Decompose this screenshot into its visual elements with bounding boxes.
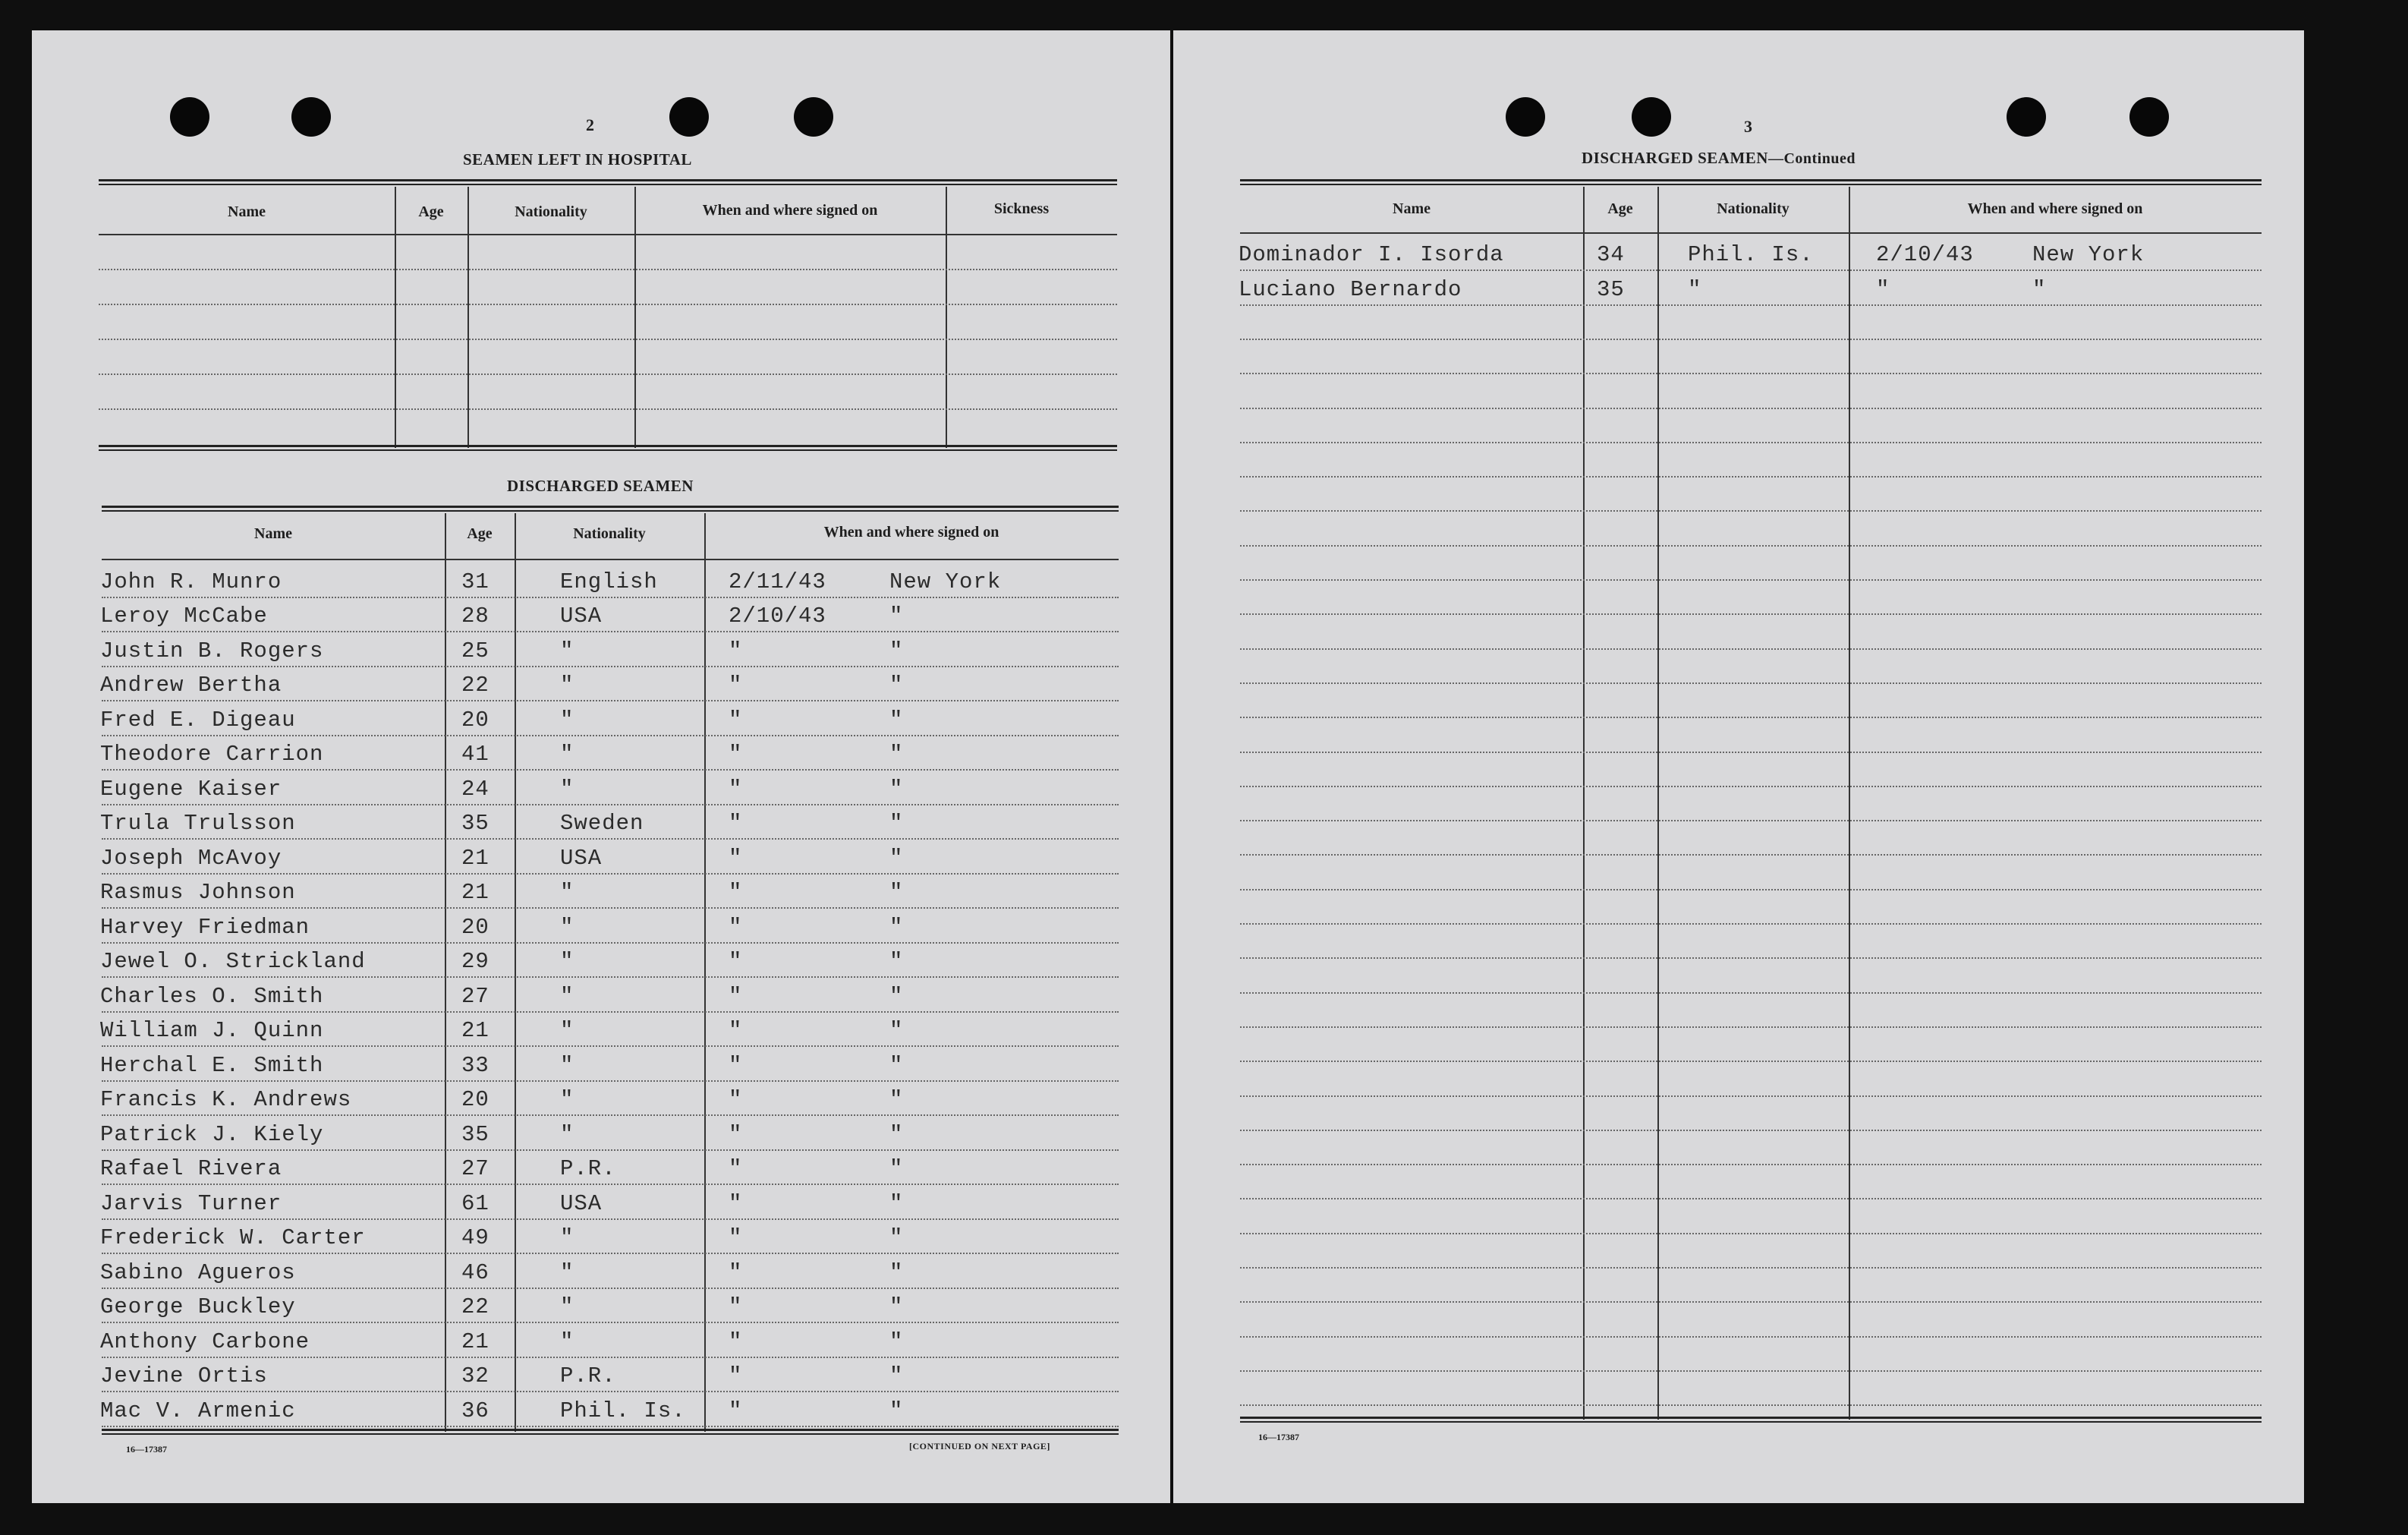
form-number: 16—17387 [126, 1444, 167, 1455]
row-line [1240, 304, 2262, 306]
seaman-name: Anthony Carbone [100, 1329, 310, 1354]
seaman-name: Rasmus Johnson [100, 880, 296, 905]
row-line [102, 597, 1119, 598]
punch-hole [669, 97, 709, 137]
seaman-name: Charles O. Smith [100, 984, 324, 1009]
seaman-nationality: P.R. [560, 1156, 616, 1181]
seaman-name: Dominador I. Isorda [1239, 242, 1504, 267]
row-line [1240, 476, 2262, 478]
seaman-name: Justin B. Rogers [100, 638, 324, 663]
row-line [102, 1253, 1119, 1254]
row-line [102, 1080, 1119, 1082]
row-line [1240, 1301, 2262, 1303]
signed-on-date: " [729, 811, 743, 836]
row-line [1240, 1026, 2262, 1028]
row-line [102, 735, 1119, 736]
column-header-signed-on: When and where signed on [1967, 200, 2143, 217]
page-number: 3 [1744, 117, 1752, 136]
signed-on-date: " [729, 1087, 743, 1112]
row-line [1240, 373, 2262, 374]
signed-on-date: " [729, 1053, 743, 1078]
signed-on-place: " [889, 673, 904, 698]
row-line [1240, 510, 2262, 512]
signed-on-date: " [729, 1398, 743, 1423]
row-line [1240, 1404, 2262, 1406]
column-header-nationality: Nationality [573, 525, 646, 542]
seaman-nationality: USA [560, 846, 603, 871]
seaman-name: John R. Munro [100, 569, 282, 594]
row-line [1240, 1370, 2262, 1372]
seaman-nationality: " [1688, 277, 1702, 302]
punch-hole [291, 97, 331, 137]
seaman-name: Luciano Bernardo [1239, 277, 1462, 302]
signed-on-date: " [729, 1018, 743, 1043]
row-line [102, 804, 1119, 805]
discharged-section-title: DISCHARGED SEAMEN [507, 477, 694, 495]
seaman-nationality: " [560, 1260, 574, 1285]
row-line [1240, 1095, 2262, 1097]
row-line [1240, 957, 2262, 959]
seaman-nationality: USA [560, 604, 603, 629]
row-line [1240, 992, 2262, 994]
row-line [1240, 1336, 2262, 1338]
signed-on-place: " [889, 1398, 904, 1423]
signed-on-place: " [889, 949, 904, 974]
seaman-age: 20 [461, 1087, 489, 1112]
signed-on-date: " [729, 673, 743, 698]
seaman-nationality: " [560, 1122, 574, 1147]
row-line [1240, 923, 2262, 925]
signed-on-date: " [729, 1363, 743, 1388]
seaman-nationality: " [560, 742, 574, 767]
signed-on-place: " [889, 742, 904, 767]
left-page [32, 30, 1170, 1503]
column-header-signed-on: When and where signed on [702, 202, 878, 219]
row-line [1240, 545, 2262, 547]
seaman-age: 28 [461, 604, 489, 629]
signed-on-place: " [889, 880, 904, 905]
signed-on-date: " [729, 638, 743, 663]
punch-hole [170, 97, 209, 137]
row-line [102, 907, 1119, 909]
row-line [102, 1288, 1119, 1289]
row-line [1240, 1233, 2262, 1234]
seaman-nationality: " [560, 1294, 574, 1319]
signed-on-place: " [889, 1191, 904, 1216]
seaman-name: Harvey Friedman [100, 915, 310, 940]
row-line [102, 700, 1119, 701]
signed-on-place: New York [889, 569, 1002, 594]
seaman-name: William J. Quinn [100, 1018, 324, 1043]
seaman-name: Theodore Carrion [100, 742, 324, 767]
seaman-name: Jewel O. Strickland [100, 949, 366, 974]
seaman-name: Leroy McCabe [100, 604, 268, 629]
row-line [102, 1011, 1119, 1013]
signed-on-date: " [729, 1156, 743, 1181]
seaman-name: Frederick W. Carter [100, 1225, 366, 1250]
seaman-name: Jarvis Turner [100, 1191, 282, 1216]
row-line [102, 1357, 1119, 1358]
seaman-age: 21 [461, 880, 489, 905]
signed-on-place: " [889, 1156, 904, 1181]
signed-on-date: " [729, 1294, 743, 1319]
seaman-nationality: " [560, 1087, 574, 1112]
seaman-nationality: " [560, 673, 574, 698]
punch-hole [2007, 97, 2046, 137]
seaman-name: Eugene Kaiser [100, 777, 282, 802]
signed-on-place: " [889, 1225, 904, 1250]
row-line [1240, 752, 2262, 753]
seaman-name: Francis K. Andrews [100, 1087, 352, 1112]
signed-on-place: " [889, 708, 904, 733]
signed-on-date: 2/10/43 [1876, 242, 1974, 267]
row-line [1240, 613, 2262, 615]
column-header-name: Name [1393, 200, 1431, 217]
row-line [1240, 820, 2262, 821]
signed-on-place: " [889, 1087, 904, 1112]
row-line [102, 942, 1119, 944]
signed-on-place: " [889, 915, 904, 940]
row-line [1240, 1267, 2262, 1269]
column-header-nationality: Nationality [515, 203, 587, 220]
row-line [102, 976, 1119, 978]
seaman-age: 21 [461, 1329, 489, 1354]
column-header-age: Age [418, 203, 444, 220]
signed-on-place: " [889, 984, 904, 1009]
seaman-nationality: USA [560, 1191, 603, 1216]
seaman-nationality: Sweden [560, 811, 644, 836]
seaman-nationality: " [560, 984, 574, 1009]
seaman-age: 27 [461, 984, 489, 1009]
seaman-age: 41 [461, 742, 489, 767]
row-line [1240, 786, 2262, 787]
signed-on-date: " [729, 1329, 743, 1354]
seaman-name: George Buckley [100, 1294, 296, 1319]
seaman-age: 22 [461, 1294, 489, 1319]
seaman-name: Trula Trulsson [100, 811, 296, 836]
signed-on-date: " [729, 742, 743, 767]
punch-hole [794, 97, 833, 137]
row-line [102, 1322, 1119, 1323]
row-line [102, 873, 1119, 875]
seaman-name: Rafael Rivera [100, 1156, 282, 1181]
row-line [1240, 339, 2262, 340]
seaman-nationality: " [560, 708, 574, 733]
row-line [1240, 1164, 2262, 1165]
row-line [102, 631, 1119, 632]
row-line [102, 1114, 1119, 1116]
row-line [1240, 682, 2262, 684]
seaman-age: 46 [461, 1260, 489, 1285]
row-line [1240, 579, 2262, 581]
row-line [1240, 408, 2262, 409]
column-header-signed-on: When and where signed on [823, 524, 999, 541]
seaman-nationality: " [560, 880, 574, 905]
signed-on-place: " [889, 1018, 904, 1043]
seaman-age: 21 [461, 846, 489, 871]
continued-note: [CONTINUED ON NEXT PAGE] [909, 1441, 1050, 1451]
seaman-name: Herchal E. Smith [100, 1053, 324, 1078]
seaman-nationality: " [560, 915, 574, 940]
seaman-nationality: English [560, 569, 658, 594]
signed-on-place: " [889, 604, 904, 629]
seaman-name: Patrick J. Kiely [100, 1122, 324, 1147]
seaman-nationality: " [560, 777, 574, 802]
signed-on-place: " [889, 1329, 904, 1354]
signed-on-date: " [729, 1122, 743, 1147]
seaman-name: Fred E. Digeau [100, 708, 296, 733]
signed-on-date: " [729, 846, 743, 871]
seaman-age: 35 [461, 811, 489, 836]
signed-on-date: " [729, 949, 743, 974]
row-line [102, 1149, 1119, 1151]
signed-on-date: 2/11/43 [729, 569, 826, 594]
signed-on-place: " [889, 638, 904, 663]
row-line [1240, 717, 2262, 718]
seaman-age: 33 [461, 1053, 489, 1078]
seaman-age: 27 [461, 1156, 489, 1181]
continued-section-title: DISCHARGED SEAMEN—Continued [1582, 149, 1856, 167]
signed-on-date: " [729, 708, 743, 733]
seaman-name: Sabino Agueros [100, 1260, 296, 1285]
seaman-age: 49 [461, 1225, 489, 1250]
seaman-nationality: Phil. Is. [560, 1398, 686, 1423]
signed-on-date: " [729, 880, 743, 905]
row-line [1240, 1130, 2262, 1131]
seaman-name: Jevine Ortis [100, 1363, 268, 1388]
row-line [1240, 889, 2262, 890]
seaman-name: Joseph McAvoy [100, 846, 282, 871]
signed-on-place: New York [2032, 242, 2145, 267]
seaman-age: 20 [461, 708, 489, 733]
form-number: 16—17387 [1258, 1432, 1299, 1442]
row-line [102, 666, 1119, 667]
punch-hole [1632, 97, 1671, 137]
seaman-nationality: " [560, 1329, 574, 1354]
hospital-section-title: SEAMEN LEFT IN HOSPITAL [463, 150, 692, 169]
column-header-sickness: Sickness [993, 200, 1050, 217]
seaman-age: 36 [461, 1398, 489, 1423]
seaman-age: 32 [461, 1363, 489, 1388]
column-header-name: Name [254, 525, 292, 542]
signed-on-place: " [889, 811, 904, 836]
seaman-age: 20 [461, 915, 489, 940]
signed-on-place: " [889, 846, 904, 871]
signed-on-date: " [729, 1225, 743, 1250]
signed-on-date: " [729, 984, 743, 1009]
seaman-age: 22 [461, 673, 489, 698]
signed-on-date: " [729, 915, 743, 940]
row-line [1240, 648, 2262, 650]
seaman-nationality: " [560, 1018, 574, 1043]
signed-on-date: " [729, 1260, 743, 1285]
signed-on-date: " [729, 777, 743, 802]
row-line [102, 1391, 1119, 1392]
seaman-nationality: P.R. [560, 1363, 616, 1388]
column-header-name: Name [228, 203, 266, 220]
seaman-age: 24 [461, 777, 489, 802]
seaman-age: 34 [1597, 242, 1625, 267]
seaman-nationality: " [560, 1225, 574, 1250]
row-line [1240, 1198, 2262, 1199]
column-header-age: Age [1607, 200, 1633, 217]
signed-on-date: " [1876, 277, 1890, 302]
row-line [102, 1184, 1119, 1185]
row-line [102, 1426, 1119, 1427]
seaman-nationality: Phil. Is. [1688, 242, 1814, 267]
page-number: 2 [586, 115, 594, 134]
row-line [102, 838, 1119, 840]
seaman-age: 61 [461, 1191, 489, 1216]
seaman-age: 31 [461, 569, 489, 594]
row-line [102, 1218, 1119, 1220]
seaman-nationality: " [560, 1053, 574, 1078]
row-line [1240, 442, 2262, 443]
punch-hole [1506, 97, 1545, 137]
column-header-nationality: Nationality [1717, 200, 1789, 217]
seaman-age: 35 [461, 1122, 489, 1147]
signed-on-date: 2/10/43 [729, 604, 826, 629]
seaman-nationality: " [560, 638, 574, 663]
row-line [102, 1045, 1119, 1047]
seaman-nationality: " [560, 949, 574, 974]
signed-on-place: " [889, 1363, 904, 1388]
column-header-age: Age [467, 525, 493, 542]
right-page [1173, 30, 2304, 1503]
seaman-age: 21 [461, 1018, 489, 1043]
signed-on-place: " [889, 1122, 904, 1147]
seaman-age: 25 [461, 638, 489, 663]
row-line [1240, 269, 2262, 271]
seaman-age: 35 [1597, 277, 1625, 302]
row-line [102, 769, 1119, 771]
punch-hole [2129, 97, 2169, 137]
signed-on-place: " [2032, 277, 2047, 302]
signed-on-place: " [889, 1260, 904, 1285]
signed-on-place: " [889, 1294, 904, 1319]
signed-on-date: " [729, 1191, 743, 1216]
signed-on-place: " [889, 1053, 904, 1078]
seaman-age: 29 [461, 949, 489, 974]
seaman-name: Andrew Bertha [100, 673, 282, 698]
row-line [1240, 854, 2262, 856]
signed-on-place: " [889, 777, 904, 802]
seaman-name: Mac V. Armenic [100, 1398, 296, 1423]
row-line [1240, 1061, 2262, 1062]
